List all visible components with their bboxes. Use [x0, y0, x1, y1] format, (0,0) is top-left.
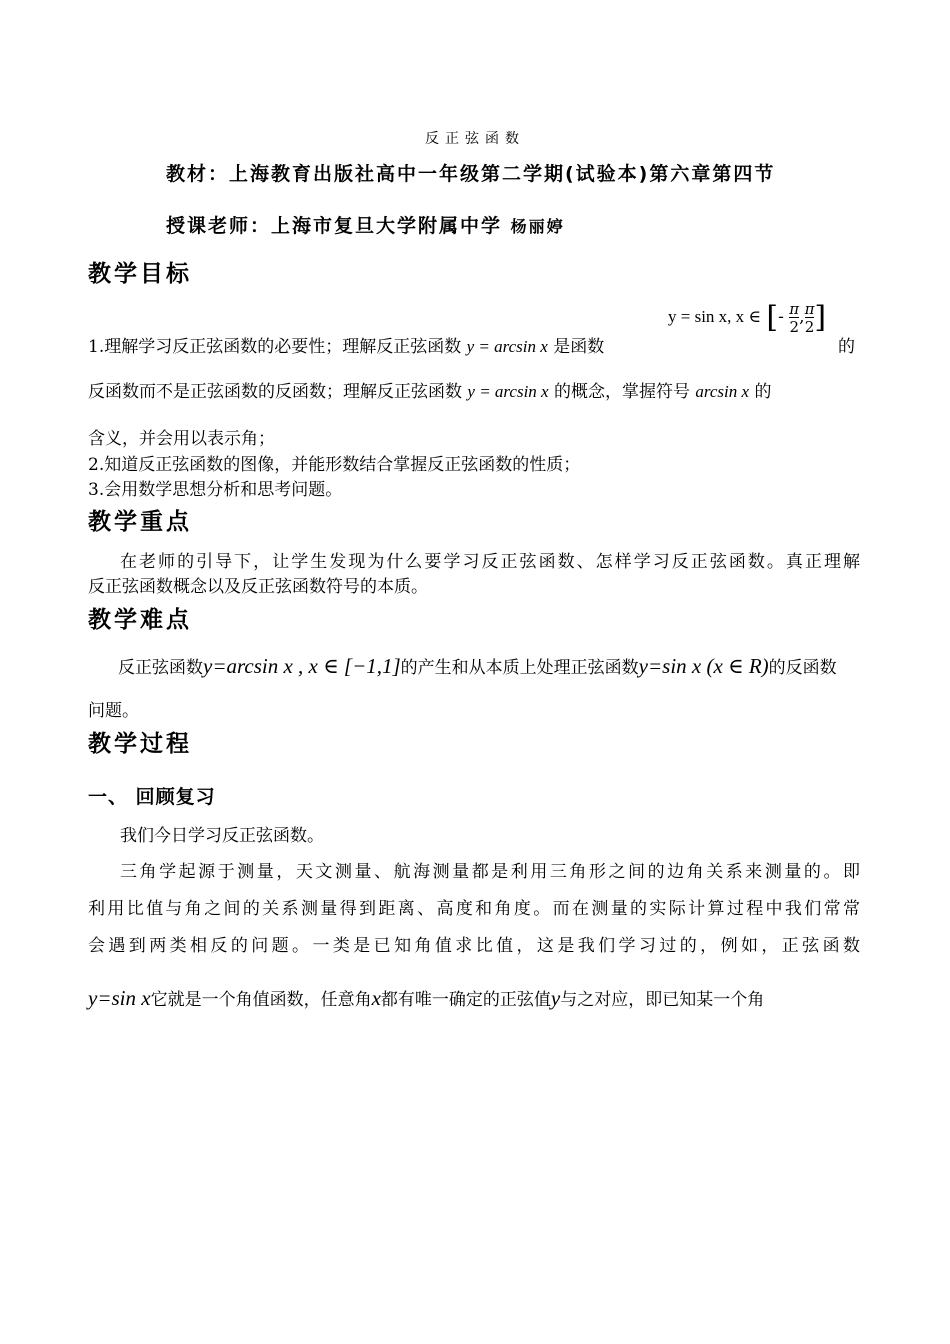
difficulty-paragraph: 反正弦函数y=arcsin x , x ∈ [−1,1]的产生和从本质上处理正弦函数y=sin x (x ∈ R)的反函数	[118, 654, 837, 678]
goal-item-1-line3: 含义，并会用以表示角；	[88, 429, 275, 449]
teacher-info	[166, 215, 565, 238]
symbol-arcsin: arcsin x	[695, 382, 750, 401]
domain-interval: y = sin x, x ∈ [- $\frac{\pi}{2}$ , $\frac{\pi}{2}$ ]	[668, 299, 827, 336]
process-paragraph-2-line4: y=sin x它就是一个角值函数，任意角x都有唯一确定的正弦值y与之对应，即已知某一个角	[88, 986, 765, 1010]
key-paragraph-line1: 在老师的引导下，让学生发现为什么要学习反正弦函数、怎样学习反正弦函数。真正理解	[120, 552, 860, 572]
difficulty-paragraph-line2: 问题。	[88, 701, 139, 721]
goal-item-1-end: 的	[838, 337, 855, 357]
goal-item-1-line2: 反函数而不是正弦函数的反函数；理解反正弦函数 y = arcsin x 的概念，掌握符号 arcsin x 的	[88, 382, 772, 402]
teacher-label: 授课老师：上海市复旦大学附属中学	[166, 215, 503, 237]
process-paragraph-2-line3: 会遇到两类相反的问题。一类是已知角值求比值，这是我们学习过的，例如，正弦函数	[88, 936, 860, 956]
process-paragraph-2-line1: 三角学起源于测量，天文测量、航海测量都是利用三角形之间的边角关系来测量的。即	[120, 862, 860, 882]
range-formula: y = sin x, x ∈	[668, 307, 762, 326]
formula-sin-real: y=sin x (x ∈ R)	[638, 654, 769, 678]
section-heading-key: 教学重点	[88, 509, 192, 535]
goal-item-3: 3.会用数学思想分析和思考问题。	[88, 480, 343, 500]
section-heading-difficulty: 教学难点	[88, 607, 192, 633]
document-title: 反正弦函数	[425, 131, 525, 147]
process-paragraph-2-line2: 利用比值与角之间的关系测量得到距离、高度和角度。而在测量的实际计算过程中我们常常	[88, 899, 860, 919]
section-heading-goals: 教学目标	[88, 261, 192, 287]
process-paragraph-1: 我们今日学习反正弦函数。	[120, 826, 324, 846]
subheading-review: 一、 回顾复习	[88, 786, 216, 808]
key-paragraph-line2: 反正弦函数概念以及反正弦函数符号的本质。	[88, 577, 428, 597]
teacher-name: 杨丽婷	[510, 217, 565, 236]
formula-arcsin: y = arcsin x	[466, 337, 548, 356]
textbook-info: 教材：上海教育出版社高中一年级第二学期(试验本)第六章第四节	[166, 163, 776, 185]
formula-arcsin: y = arcsin x	[467, 382, 549, 401]
goal-item-2: 2.知道反正弦函数的图像，并能形数结合掌握反正弦函数的性质；	[88, 455, 581, 475]
section-heading-process: 教学过程	[88, 731, 192, 757]
formula-arcsin-domain: y=arcsin x , x ∈ [−1,1]	[203, 654, 401, 678]
formula-sin: y=sin x	[88, 986, 151, 1010]
goal-item-1: 1.理解学习反正弦函数的必要性；理解反正弦函数 y = arcsin x 是函数	[88, 337, 605, 357]
